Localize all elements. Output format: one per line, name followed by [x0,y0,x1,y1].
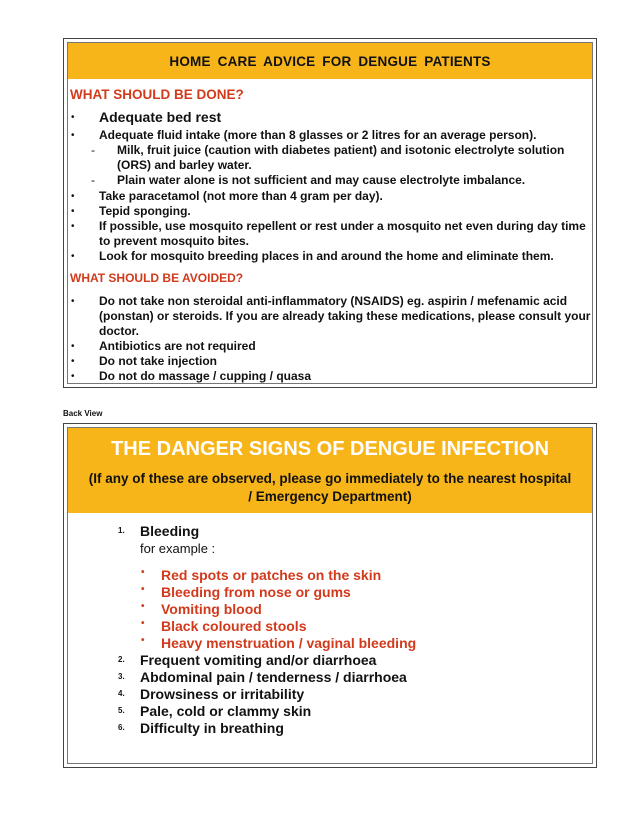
danger-signs-panel [63,423,597,768]
should-heading: WHAT SHOULD BE DONE? [70,87,244,102]
home-care-inner: HOME CARE ADVICE FOR DENGUE PATIENTS WHAT SHOULD BE DONE? • Adequate bed rest • Adequate fluid intake (more than 8 glasses or 2 litres for an average person). - Milk, fruit juice (caution with diabetes patient) and isotonic electrolyte solution (ORS) and barley water. - Plain water alone is not sufficient and may cause electrolyte imbalance. • Take paracetamol (not more than 4 gram per day). • Tepid sponging. • If possible, use mosquito repellent or rest under a mosquito net even during day time to prevent mosquito bites. • Look for mosquito breeding places in and around the home and eliminate them. WHAT SHOULD BE AVOIDED? • Do not take non steroidal anti-inflammatory (NSAIDS) eg. aspirin / mefenamic acid (ponstan) or steroids. If you are already taking these medications, please consult your doctor. • Antibiotics are not required • Do not take injection • Do not do massage / cupping / quasa [67,42,593,384]
back-view-label: Back View [63,409,103,418]
danger-header [68,428,592,513]
example-label: for example : [140,541,216,556]
danger-subtitle: (If any of these are observed, please go immediately to the nearest hospital / Emergency Department) [88,471,572,504]
home-care-panel [63,38,597,388]
home-care-title: HOME CARE ADVICE FOR DENGUE PATIENTS [68,43,592,79]
danger-signs-inner: THE DANGER SIGNS OF DENGUE INFECTION (If any of these are observed, please go immediately to the nearest hospital / Emergency Department) 1. Bleeding for example : • Red spots or patches on the skin • Bleeding from nose or gums • Vomiting blood • Black coloured stools • Heavy menstruation / vaginal bleeding 2. Frequent vomiting and/or diarrhoea 3. Abdominal pain / tenderness / diarrhoea 4. Drowsiness or irritability 5. Pale, cold or clammy skin 6. Difficulty in breathing [67,427,593,764]
avoid-heading: WHAT SHOULD BE AVOIDED? [70,271,244,285]
danger-title: THE DANGER SIGNS OF DENGUE INFECTION [111,438,549,460]
